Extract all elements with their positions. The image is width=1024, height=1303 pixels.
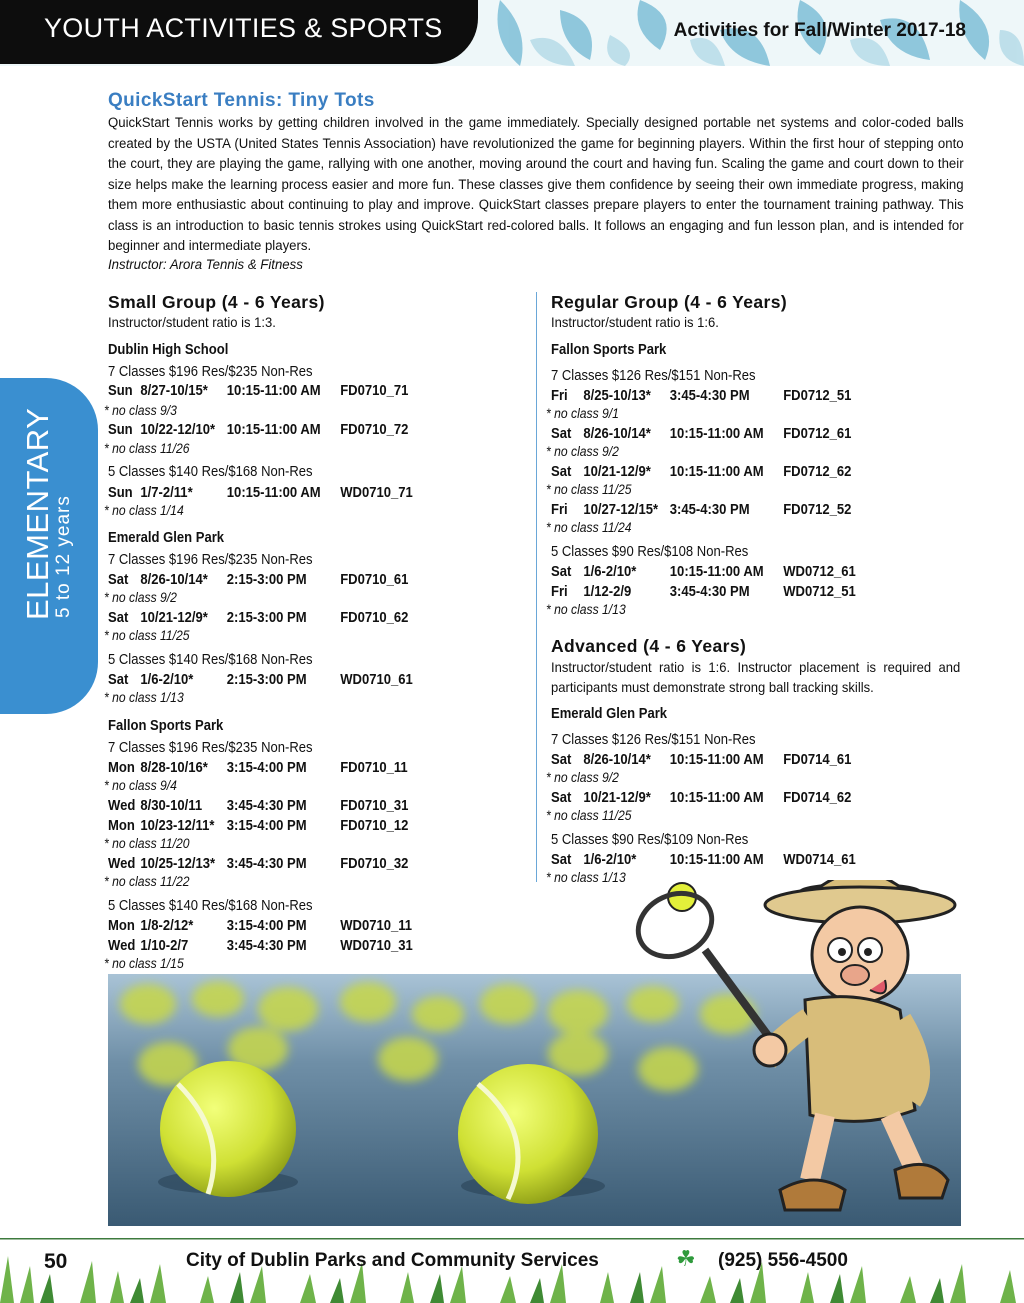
class-dates: 1/6-2/10* xyxy=(583,852,637,868)
no-class-note: * no class 1/15 xyxy=(104,956,184,971)
page-number: 50 xyxy=(44,1250,68,1273)
class-day: Sun xyxy=(108,485,133,501)
class-time: 2:15-3:00 PM xyxy=(226,672,307,688)
class-day: Sat xyxy=(551,852,572,868)
class-row xyxy=(108,572,421,588)
no-class-note: * no class 9/2 xyxy=(104,590,177,605)
fee-line: 7 Classes $126 Res/$151 Non-Res xyxy=(551,732,756,748)
class-dates: 1/7-2/11* xyxy=(140,485,193,501)
no-class-note: * no class 1/13 xyxy=(546,602,626,617)
fee-line: 5 Classes $140 Res/$168 Non-Res xyxy=(108,464,313,480)
class-day: Wed xyxy=(108,856,136,872)
class-dates: 1/10-2/7 xyxy=(140,938,189,954)
group-note: Instructor/student ratio is 1:6. Instructor placement is required and participants must demonstrate strong ball tracking skills. xyxy=(551,659,961,695)
age-category-range: 5 to 12 years xyxy=(53,495,74,618)
course-code: FD0712_62 xyxy=(783,464,852,480)
class-row xyxy=(108,798,421,814)
course-code: WD0712_61 xyxy=(783,564,856,580)
location-heading: Emerald Glen Park xyxy=(551,706,668,722)
class-dates: 1/6-2/10* xyxy=(140,672,194,688)
class-time: 3:45-4:30 PM xyxy=(226,856,307,872)
no-class-note: * no class 9/2 xyxy=(546,444,619,459)
fee-line: 5 Classes $90 Res/$108 Non-Res xyxy=(551,544,749,560)
program-title: QuickStart Tennis: Tiny Tots xyxy=(108,90,375,111)
class-row xyxy=(108,818,421,834)
footer-organization: City of Dublin Parks and Community Services xyxy=(186,1250,599,1271)
age-category-title: ELEMENTARY xyxy=(20,407,55,620)
column-divider xyxy=(536,292,537,882)
class-row xyxy=(551,502,864,518)
class-time: 10:15-11:00 AM xyxy=(669,426,764,442)
group-title-small: Small Group (4 - 6 Years) xyxy=(108,292,325,312)
class-day: Fri xyxy=(551,388,568,404)
class-day: Sat xyxy=(108,572,129,588)
class-day: Sat xyxy=(108,672,129,688)
class-day: Sat xyxy=(108,610,129,626)
class-dates: 10/21-12/9* xyxy=(140,610,208,626)
no-class-note: * no class 11/25 xyxy=(546,482,632,497)
no-class-note: * no class 11/25 xyxy=(546,808,632,823)
location-heading: Fallon Sports Park xyxy=(551,342,667,358)
class-day: Sat xyxy=(551,790,572,806)
class-time: 3:15-4:00 PM xyxy=(226,760,307,776)
class-row xyxy=(108,383,421,399)
class-dates: 10/21-12/9* xyxy=(583,790,651,806)
class-row xyxy=(551,790,864,806)
class-row xyxy=(551,852,864,868)
class-dates: 8/30-10/11 xyxy=(140,798,203,814)
course-code: FD0712_51 xyxy=(783,388,852,404)
course-code: WD0710_71 xyxy=(340,485,413,501)
fee-line: 7 Classes $196 Res/$235 Non-Res xyxy=(108,740,313,756)
class-row xyxy=(551,388,864,404)
course-code: FD0710_12 xyxy=(340,818,409,834)
class-dates: 10/27-12/15* xyxy=(583,502,659,518)
class-time: 3:15-4:00 PM xyxy=(226,818,307,834)
shamrock-icon: ☘ xyxy=(676,1246,696,1271)
location-heading: Dublin High School xyxy=(108,342,229,358)
class-row xyxy=(108,918,421,934)
class-day: Fri xyxy=(551,584,568,600)
course-code: FD0710_62 xyxy=(340,610,409,626)
class-time: 10:15-11:00 AM xyxy=(669,852,764,868)
age-category-label xyxy=(22,360,74,620)
no-class-note: * no class 9/1 xyxy=(546,406,619,421)
explorer-tennis-mascot xyxy=(630,880,960,1232)
program-description: QuickStart Tennis works by getting children involved in the game immediately. Specially designed portable net systems and color-coded balls created by the USTA (United States Tennis Association) have revolutionized the game for beginning players. Within the first hour of stepping onto the court, they are playing the game, rallying with one another, moving around the court and having fun. Scaling the game and court down to their size helps make the learning process easier and more fun. These classes give them confidence by seeing their own immediate progress, making them more enthusiastic about continuing to play and improve. QuickStart classes prepare players to enter the tournament training pathway. This class is an introduction to basic tennis strokes using QuickStart red-colored balls. It follows an engaging and fun lesson plan, and is intended for beginner and intermediate players. xyxy=(108,115,964,254)
class-dates: 1/8-2/12* xyxy=(140,918,194,934)
class-dates: 1/6-2/10* xyxy=(583,564,637,580)
class-dates: 10/22-12/10* xyxy=(140,422,216,438)
class-row xyxy=(108,760,421,776)
class-time: 10:15-11:00 AM xyxy=(226,383,321,399)
no-class-note: * no class 9/4 xyxy=(104,778,177,793)
page-header xyxy=(0,0,1024,66)
class-time: 3:45-4:30 PM xyxy=(226,798,307,814)
no-class-note: * no class 11/24 xyxy=(546,520,632,535)
class-row xyxy=(108,485,421,501)
group-note: Instructor/student ratio is 1:6. xyxy=(551,314,719,330)
course-code: FD0710_31 xyxy=(340,798,409,814)
class-row xyxy=(108,938,421,954)
fee-line: 5 Classes $90 Res/$109 Non-Res xyxy=(551,832,749,848)
no-class-note: * no class 9/3 xyxy=(104,403,177,418)
location-heading: Emerald Glen Park xyxy=(108,530,225,546)
class-dates: 8/26-10/14* xyxy=(583,426,651,442)
footer-phone: (925) 556-4500 xyxy=(718,1250,848,1271)
class-time: 3:45-4:30 PM xyxy=(226,938,307,954)
class-row xyxy=(108,422,421,438)
course-code: FD0710_71 xyxy=(340,383,409,399)
course-code: WD0710_11 xyxy=(340,918,413,934)
course-code: WD0710_61 xyxy=(340,672,413,688)
group-title-regular: Regular Group (4 - 6 Years) xyxy=(551,292,788,312)
class-time: 10:15-11:00 AM xyxy=(669,752,764,768)
class-day: Fri xyxy=(551,502,568,518)
no-class-note: * no class 1/13 xyxy=(546,870,626,885)
class-dates: 8/27-10/15* xyxy=(140,383,208,399)
class-day: Sat xyxy=(551,564,572,580)
class-row xyxy=(551,464,864,480)
class-time: 10:15-11:00 AM xyxy=(226,422,321,438)
class-day: Sat xyxy=(551,464,572,480)
class-day: Mon xyxy=(108,760,135,776)
class-day: Sun xyxy=(108,383,133,399)
program-instructor: Instructor: Arora Tennis & Fitness xyxy=(108,257,303,273)
course-code: FD0712_61 xyxy=(783,426,852,442)
class-day: Sun xyxy=(108,422,133,438)
no-class-note: * no class 11/25 xyxy=(104,628,190,643)
course-code: FD0714_61 xyxy=(783,752,852,768)
class-row xyxy=(551,584,864,600)
no-class-note: * no class 1/13 xyxy=(104,690,184,705)
class-row xyxy=(551,564,864,580)
class-day: Wed xyxy=(108,798,136,814)
class-day: Sat xyxy=(551,752,572,768)
class-dates: 8/25-10/13* xyxy=(583,388,651,404)
no-class-note: * no class 11/20 xyxy=(104,836,190,851)
class-time: 10:15-11:00 AM xyxy=(669,564,764,580)
course-code: WD0710_31 xyxy=(340,938,413,954)
fee-line: 5 Classes $140 Res/$168 Non-Res xyxy=(108,652,313,668)
course-code: FD0710_11 xyxy=(340,760,408,776)
class-row xyxy=(108,610,421,626)
location-heading: Fallon Sports Park xyxy=(108,718,224,734)
no-class-note: * no class 11/22 xyxy=(104,874,190,889)
class-time: 3:15-4:00 PM xyxy=(226,918,307,934)
class-time: 3:45-4:30 PM xyxy=(669,502,750,518)
class-dates: 10/25-12/13* xyxy=(140,856,216,872)
section-title: YOUTH ACTIVITIES & SPORTS xyxy=(44,13,443,43)
class-time: 10:15-11:00 AM xyxy=(226,485,321,501)
class-time: 2:15-3:00 PM xyxy=(226,610,307,626)
class-day: Mon xyxy=(108,918,135,934)
group-title-advanced: Advanced (4 - 6 Years) xyxy=(551,636,747,656)
class-dates: 10/23-12/11* xyxy=(140,818,215,834)
course-code: FD0714_62 xyxy=(783,790,852,806)
class-time: 3:45-4:30 PM xyxy=(669,388,750,404)
season-title: Activities for Fall/Winter 2017-18 xyxy=(673,20,966,41)
class-day: Wed xyxy=(108,938,136,954)
course-code: FD0710_72 xyxy=(340,422,409,438)
class-time: 10:15-11:00 AM xyxy=(669,790,764,806)
class-row xyxy=(551,426,864,442)
course-code: WD0714_61 xyxy=(783,852,856,868)
class-time: 2:15-3:00 PM xyxy=(226,572,307,588)
no-class-note: * no class 9/2 xyxy=(546,770,619,785)
class-dates: 8/26-10/14* xyxy=(583,752,651,768)
course-code: FD0712_52 xyxy=(783,502,852,518)
fee-line: 7 Classes $196 Res/$235 Non-Res xyxy=(108,552,313,568)
class-time: 3:45-4:30 PM xyxy=(669,584,750,600)
class-dates: 8/28-10/16* xyxy=(140,760,208,776)
fee-line: 7 Classes $196 Res/$235 Non-Res xyxy=(108,364,313,380)
no-class-note: * no class 11/26 xyxy=(104,441,190,456)
fee-line: 7 Classes $126 Res/$151 Non-Res xyxy=(551,368,756,384)
course-code: WD0712_51 xyxy=(783,584,856,600)
course-code: FD0710_61 xyxy=(340,572,409,588)
class-dates: 10/21-12/9* xyxy=(583,464,651,480)
fee-line: 5 Classes $140 Res/$168 Non-Res xyxy=(108,898,313,914)
group-note: Instructor/student ratio is 1:3. xyxy=(108,314,276,330)
class-row xyxy=(551,752,864,768)
class-time: 10:15-11:00 AM xyxy=(669,464,764,480)
class-dates: 8/26-10/14* xyxy=(140,572,208,588)
class-day: Mon xyxy=(108,818,135,834)
class-row xyxy=(108,672,421,688)
class-day: Sat xyxy=(551,426,572,442)
class-row xyxy=(108,856,421,872)
class-dates: 1/12-2/9 xyxy=(583,584,632,600)
course-code: FD0710_32 xyxy=(340,856,409,872)
no-class-note: * no class 1/14 xyxy=(104,503,184,518)
